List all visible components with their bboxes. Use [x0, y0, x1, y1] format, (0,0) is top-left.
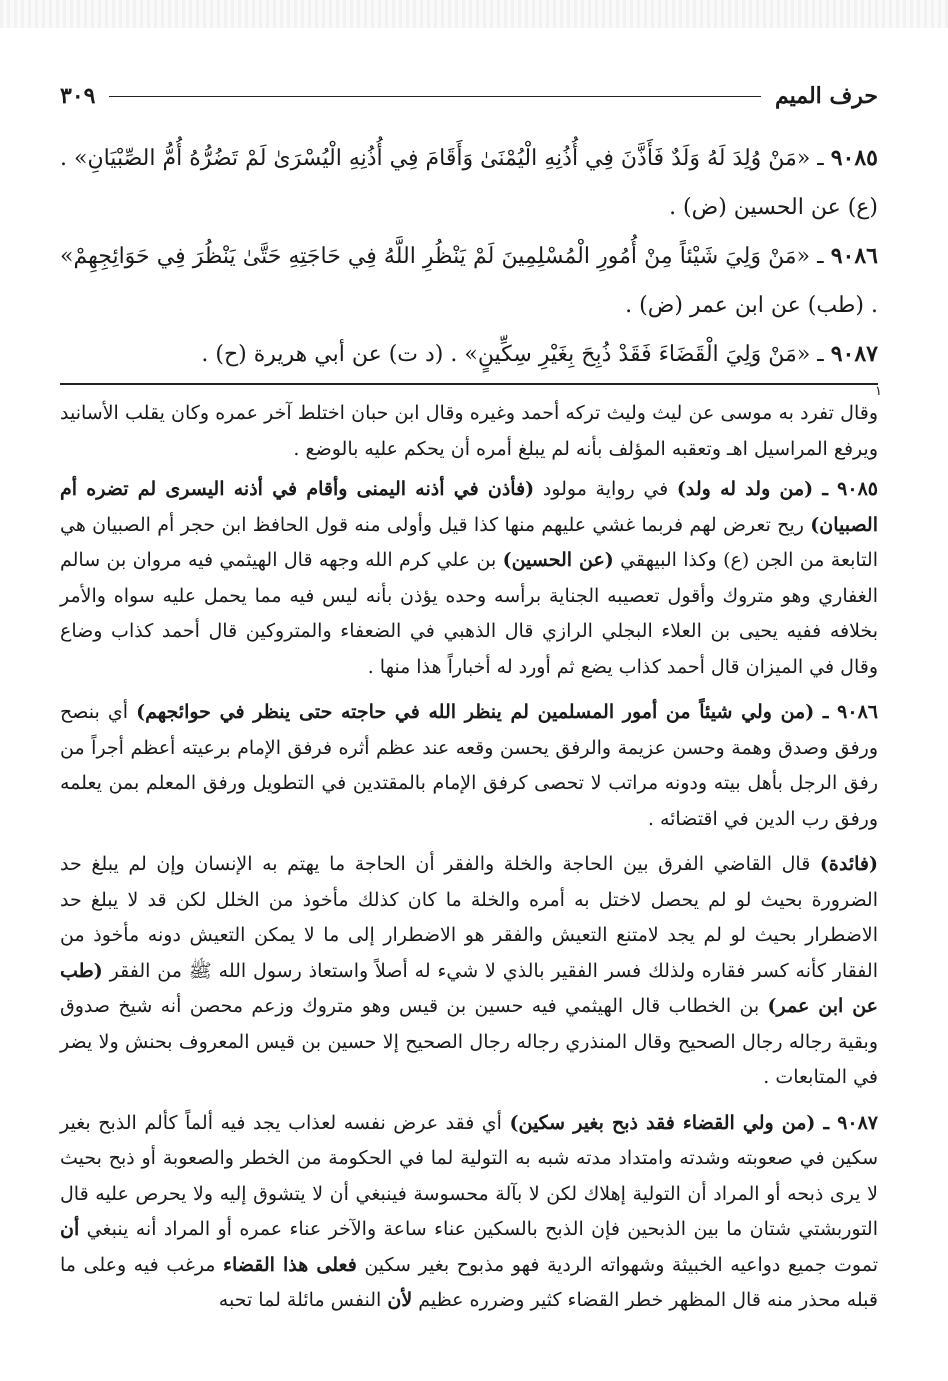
- commentary-lemma: (فائدة): [819, 853, 878, 875]
- commentary-continuation: وقال تفرد به موسى عن ليث وليث تركه أحمد وغيره وقال ابن حبان اختلط آخر عمره وكان يقلب الأسانيد ويرفع المراسيل اهـ وتعقبه المؤلف بأنه لم يبلغ أمره أن يحكم عليه بالوضع .: [60, 402, 878, 460]
- commentary-text: أي فقد عرض نفسه لعذاب يجد فيه ألماً كألم الذبح بغير سكين في صعوبته وشدته وامتداد مدته شبه به التولية لما في الحكومة من الخطر والصعوبة أو ذبح بحيث لا يرى ذبحه أو المراد أن التولية إهلاك لكن لا بآلة محسوسة فينبغي أن لا يتشوق إليه ولا يحرص عليه قال التوربشتي شتان ما بين الذبحين فإن الذبح بالسكين عناء ساعة والآخر عناء عمره أو المراد أنه ينبغي: [60, 1111, 878, 1240]
- commentary-block: [60, 396, 878, 1324]
- commentary-lemma: ٩٠٨٧ ـ (من ولي القضاء فقد ذبح بغير سكين): [509, 1111, 879, 1134]
- commentary-text: بن علي كرم الله وجهه قال الهيثمي فيه مروان بن سالم الغفاري وهو متروك وأقول تعصيبه الجناية برأسه وحده يؤذن بأنه ليس فيه مما يحمل عليه سواه والأمر بخلافه ففيه يحيى بن العلاء البجلي الرازي قال الذهبي في الضعفاء والمتروكين قال أحمد كذاب وضاع وقال في الميزان قال أحمد كذاب يضع ثم أورد له أخباراً هذا منها .: [60, 549, 878, 678]
- commentary-lemma: ٩٠٨٦ ـ (من ولي شيئاً من أمور المسلمين لم ينظر الله في حاجته حتى ينظر في حوائجهم): [136, 701, 878, 723]
- commentary-text: وكذا البيهقي: [613, 549, 724, 571]
- commentary-text: في رواية مولود: [534, 478, 677, 500]
- hadith-9087: [60, 330, 878, 379]
- commentary-text: تموت جميع دواعيه الخبيثة وشهواته الردية فهو مذبوح بغير سكين: [356, 1253, 878, 1276]
- commentary-lemma: فعلى هذا القضاء: [223, 1253, 357, 1276]
- commentary-lemma: ٩٠٨٥ ـ (من ولد له ولد): [676, 478, 878, 500]
- hadith-text-block: [60, 134, 878, 379]
- hadith-9086: [60, 232, 878, 330]
- commentary-text: ريح تعرض لهم فربما غشي عليهم منها كذا قيل وأولى منه قول الحافظ ابن حجر أم الصبيان هي التابعة من الجن: [60, 513, 879, 571]
- commentary-text: بن الخطاب قال الهيثمي فيه حسين بن قيس وهو متروك وزعم محصن أنه شيخ صدوق وبقية رجاله رجال الصحيح وقال المنذري رجاله رجال الصحيح إلا حسين بن قيس المعروف بحنش ولا يضر في المتابعات .: [60, 995, 878, 1088]
- commentary-text: (ع): [723, 549, 750, 571]
- commentary-benefit: [60, 847, 878, 1096]
- commentary-9087: [60, 1106, 878, 1319]
- running-header: [60, 80, 878, 112]
- page-number: ٣٠٩: [60, 83, 96, 109]
- book-page: [60, 60, 882, 1360]
- footnote-separator: [60, 383, 878, 385]
- commentary-text: أي بنصح ورفق وصدق وهمة وحسن عزيمة والرفق يحسن وقعه عند عظم أثره فرفق الإمام برعيته أعظم أجراً من رفق الرجل بأهل بيته ودونه مراتب لا تحصى كرفق الإمام بالمقتدين في التطويل ورفق المعلم بمن يعلمه ورفق رب الدين في اقتضائه .: [60, 701, 878, 830]
- hadith-number: ٩٠٨٧: [830, 341, 878, 367]
- scan-edge-noise: [0, 0, 948, 28]
- commentary-9086: [60, 695, 878, 837]
- footnote-mark: ١: [875, 384, 882, 399]
- hadith-body: ـ «مَنْ وَلِيَ شَيْئاً مِنْ أُمُورِ الْمُسْلِمِينَ لَمْ يَنْظُرِ اللَّهُ فِي حَاجَتِهِ حَتَّىٰ يَنْظُرَ فِي حَوَائِجِهِمْ» . (طب) عن ابن عمر (ض) .: [60, 244, 878, 318]
- commentary-lemma: (طب عن ابن عمر): [60, 959, 878, 1017]
- hadith-number: ٩٠٨٥: [830, 145, 878, 171]
- commentary-text: قال القاضي الفرق بين الحاجة والخلة والفقر أن الحاجة ما يهتم به الإنسان وإن لم يبلغ حد الضرورة بحيث لو لم يحصل لاختل به أمره والخلة ما كان كذلك مأخوذ من الخلل لكن قد لا يبلغ حد الاضطرار بحيث لو لم يجد لامتنع التعيش والفقر هو الاضطرار إلى ما لا يمكن التعيش دونه مأخوذ من الفقار كأنه كسر فقاره ولذلك فسر الفقير بالذي لا شيء له أصلاً واستعاذ رسول الله ﷺ من الفقر: [60, 853, 878, 982]
- commentary-lemma: (فأذن في أذنه اليمنى وأقام في أذنه اليسرى لم تضره أم الصبيان): [60, 478, 878, 536]
- hadith-body: ـ «مَنْ وَلِيَ الْقَضَاءَ فَقَدْ ذُبِحَ بِغَيْرِ سِكِّينٍ» . (د ت) عن أبي هريرة (ح) .: [201, 342, 831, 367]
- commentary-text: النفس مائلة لما تحبه: [218, 1289, 388, 1311]
- header-rule: [109, 96, 761, 97]
- commentary-lemma: لأن: [387, 1289, 413, 1311]
- chapter-title: حرف الميم: [774, 83, 878, 109]
- commentary-lemma: (عن الحسين): [502, 549, 614, 571]
- hadith-number: ٩٠٨٦: [830, 243, 878, 269]
- commentary-9085: [60, 472, 878, 685]
- commentary-lemma: أن: [60, 1218, 80, 1240]
- commentary-text: مرغب فيه وعلى ما قبله محذر منه قال المظهر خطر القضاء كثير وضرره عظيم: [60, 1253, 878, 1311]
- hadith-9085: [60, 134, 878, 232]
- hadith-body: ـ «مَنْ وُلِدَ لَهُ وَلَدٌ فَأَذَّنَ فِي أُذُنِهِ الْيُمْنَىٰ وَأَقَامَ فِي أُذُنِهِ الْيُسْرَىٰ لَمْ تَضُرُّهُ أُمُّ الصِّبْيَانِ» . (ع) عن الحسين (ض) .: [60, 146, 878, 220]
